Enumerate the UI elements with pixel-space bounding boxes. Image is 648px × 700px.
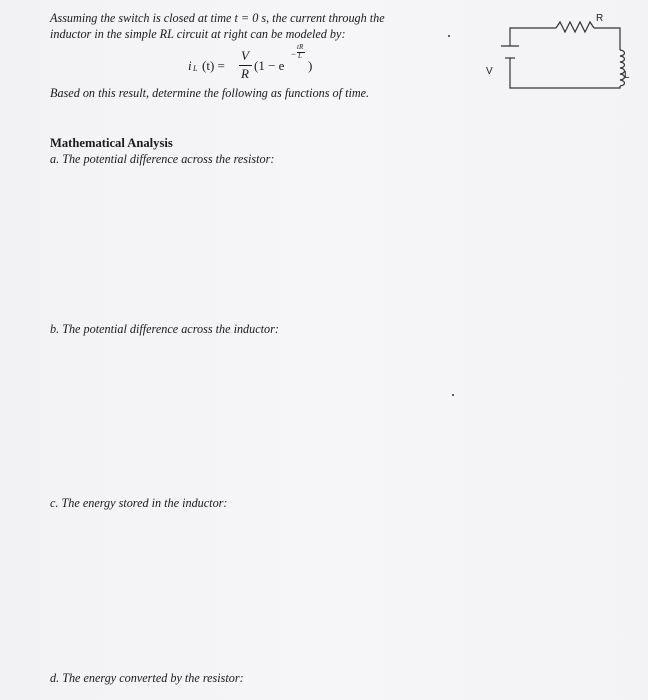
circuit-wire-top-right (594, 28, 620, 50)
resistor-label: R (596, 13, 604, 24)
circuit-wire-top-left (510, 28, 556, 38)
formula-numerator: V (241, 48, 249, 63)
question-c: c. The energy stored in the inductor: (50, 496, 228, 510)
question-a: a. The potential difference across the resistor: (50, 152, 275, 166)
formula-lhs: i (188, 58, 192, 73)
question-d: d. The energy converted by the resistor: (50, 671, 244, 685)
question-b: b. The potential difference across the inductor: (50, 322, 279, 336)
formula-close-paren: ) (308, 58, 313, 73)
problem-statement (50, 10, 450, 42)
stray-mark (448, 35, 450, 37)
stray-mark (452, 394, 454, 396)
instructions: Based on this result, determine the following as functions of time. (50, 86, 370, 100)
formula-lhs-subscript: L (193, 64, 198, 73)
rl-circuit-diagram (470, 8, 640, 103)
inductor-label: L (624, 70, 630, 81)
problem-statement-line-1: Assuming the switch is closed at time t = 0 s, the current through the (50, 11, 385, 25)
problem-statement-line-2: inductor in the simple RL circuit at right can be modeled by: (50, 27, 346, 41)
formula-exponent-numerator: tR (297, 43, 304, 51)
formula-parenthesis: (1 − e (254, 58, 285, 73)
formula-lhs-argument: (t) = (202, 58, 225, 73)
circuit-wire-bottom (510, 66, 620, 88)
section-title: Mathematical Analysis (50, 136, 173, 150)
resistor-symbol (556, 22, 594, 32)
formula-exponent-denominator: L (298, 52, 302, 60)
current-formula (188, 43, 338, 88)
formula-denominator: R (241, 66, 249, 81)
formula-exponent-sign: − (291, 49, 297, 59)
source-label: V (486, 66, 493, 77)
